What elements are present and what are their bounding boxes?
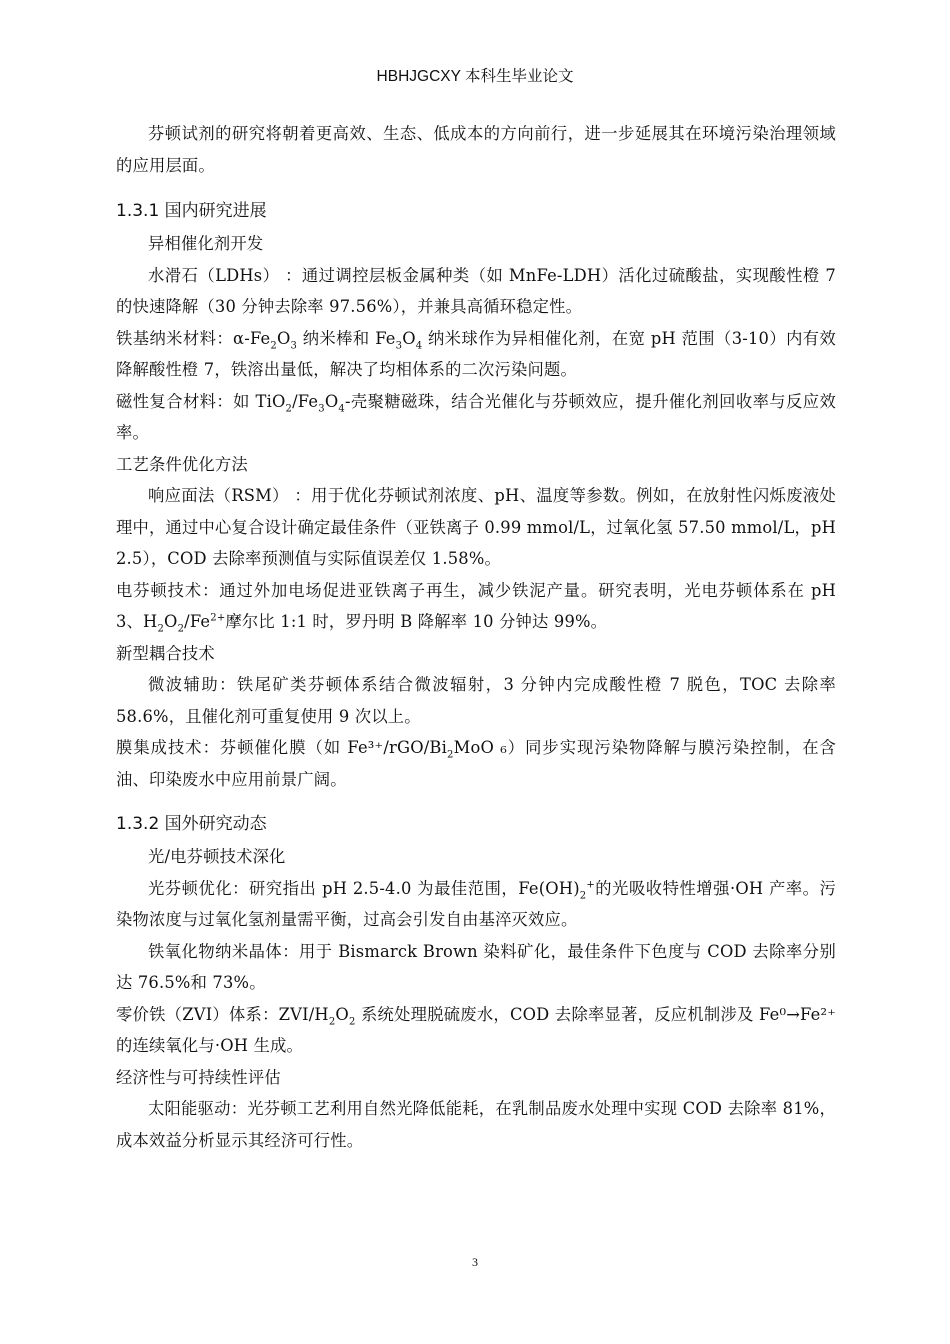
paragraph-iron-nanomaterials: 铁基纳米材料：$\alpha-Fe_2O_3$ 纳米棒和 $Fe_3O_4$ 纳米球作为异相催化剂，在宽 pH 范围（3-10）内有效降解酸性橙 7，铁溶出量低，解决了均相体系的二次污染问题。 <box>116 328 836 379</box>
paragraph-magnetic-composites: 磁性复合材料：如 $TiO_2/Fe_3O_4-$壳聚糖磁珠，结合光催化与芬顿效应，提升催化剂回收率与反应效率。 <box>116 391 836 442</box>
paragraph-membrane: 膜集成技术：芬顿催化膜（如 $Fe^{3+}/rGO/Bi_2MoO$ ₆）同步实现污染物降解与膜污染控制，在含油、印染废水中应用前景广阔。 <box>116 738 837 789</box>
subheading-heterogeneous-catalyst: 异相催化剂开发 <box>148 234 264 253</box>
paragraph-microwave: 微波辅助：铁尾矿类芬顿体系结合微波辐射，3 分钟内完成酸性橙 7 脱色，TOC 去除率 58.6%，且催化剂可重复使用 9 次以上。 <box>116 675 836 726</box>
page-header: HBHJGCXY 本科生毕业论文 <box>376 68 574 85</box>
paragraph-ldh: 水滑石（LDHs） ：通过调控层板金属种类（如 MnFe-LDH）活化过硫酸盐，实现酸性橙 7 的快速降解（30 分钟去除率 97.56%），并兼具高循环稳定性。 <box>116 265 836 316</box>
paragraph-zvi: 零价铁（ZVI）体系：ZVI/$H_2O_2$ 系统处理脱硫废水，COD 去除率显著，反应机制涉及 Fe⁰→Fe²⁺的连续氧化与·OH 生成。 <box>116 1004 836 1055</box>
paragraph-solar: 太阳能驱动：光芬顿工艺利用自然光降低能耗，在乳制品废水处理中实现 COD 去除率 81%，成本效益分析显示其经济可行性。 <box>116 1099 836 1150</box>
paragraph-electro-fenton: 电芬顿技术：通过外加电场促进亚铁离子再生，减少铁泥产量。研究表明，光电芬顿体系在 pH 3、$H_2O_2/Fe^{2+}$摩尔比 1:1 时，罗丹明 B 降解率 10 分钟达 99%。 <box>116 580 836 635</box>
paragraph-photo-fenton: 光芬顿优化：研究指出 pH 2.5-4.0 为最佳范围，$Fe(OH)_2^+$的光吸收特性增强·OH 产率。污染物浓度与过氧化氢剂量需平衡，过高会引发自由基淬灭效应。 <box>116 878 836 929</box>
subheading-process-optimization: 工艺条件优化方法 <box>116 454 248 474</box>
subheading-economic-evaluation: 经济性与可持续性评估 <box>116 1067 281 1087</box>
page-number: 3 <box>472 1255 478 1269</box>
section-heading-foreign: 1.3.2 国外研究动态 <box>116 814 267 834</box>
subheading-photo-electro-fenton: 光/电芬顿技术深化 <box>148 847 286 866</box>
paragraph-rsm: 响应面法（RSM） ：用于优化芬顿试剂浓度、pH、温度等参数。例如，在放射性闪烁废液处理中，通过中心复合设计确定最佳条件（亚铁离子 0.99 mmol/L，过氧化氢 57.50 mmol/L，pH 2.5），COD 去除率预测值与实际值误差仅 1.58%。 <box>116 486 836 568</box>
paragraph-iron-oxide-nanocrystals: 铁氧化物纳米晶体：用于 Bismarck Brown 染料矿化，最佳条件下色度与 COD 去除率分别达 76.5%和 73%。 <box>116 941 836 992</box>
intro-paragraph: 芬顿试剂的研究将朝着更高效、生态、低成本的方向前行，进一步延展其在环境污染治理领域的应用层面。 <box>116 124 836 175</box>
subheading-coupling-technology: 新型耦合技术 <box>116 643 215 663</box>
section-heading-domestic: 1.3.1 国内研究进展 <box>116 201 267 221</box>
document-body <box>116 118 836 1156</box>
